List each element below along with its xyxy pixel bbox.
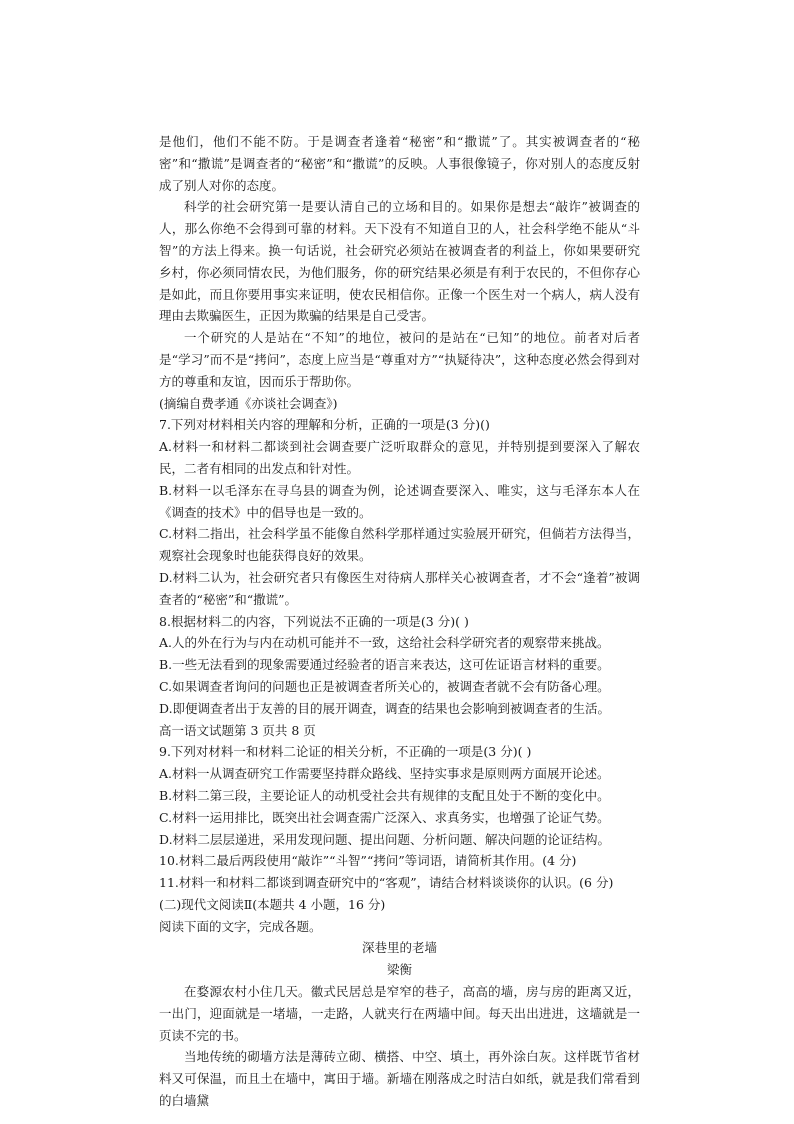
question-8-option-d: D.即便调查者出于友善的目的展开调查，调查的结果也会影响到被调查者的生活。 [159,700,611,716]
question-10: 10.材料二最后两段使用“敲诈”“斗智”“拷问”等词语，请简析其作用。(4 分) [159,853,577,869]
question-8-option-b: B.一些无法看到的现象需要通过经验者的语言来表达，这可佐证语言材料的重要。 [159,657,610,673]
passage-paragraph-2: 科学的社会研究第一是要认清自己的立场和目的。如果你是想去“敲诈”被调查的人，那么你绝不会得到可靠的材料。天下没有不知道自卫的人，社会科学绝不能从“斗智”的方法上得来。换一句话说，社会研究必须站在被调查者的利益上，你如果要研究乡村，你必须同情农民，为他们服务，你的研究结果必须是有利于农民的，不但你存心是如此，而且你要用事实来证明，使农民相信你。正像一个医生对一个病人，病人没有理由去欺骗医生，正因为欺骗的结果是自己受害。 [159,199,640,324]
article-author: 梁衡 [386,962,412,978]
article-paragraph-1: 在婺源农村小住几天。徽式民居总是窄窄的巷子，高高的墙，房与房的距离又近，一出门，迎面就是一堵墙，一走路，人就夹行在两墙中间。每天出出进进，这墙就是一页读不完的书。 [159,984,640,1043]
question-9-option-d: D.材料二层层递进，采用发现问题、提出问题、分析问题、解决问题的论证结构。 [159,831,611,847]
passage-paragraph-3: 一个研究的人是站在“不知”的地位，被问的是站在“已知”的地位。前者对后者是“学习”而不是“拷问”，态度上应当是“尊重对方”“执疑待决”，这种态度必然会得到对方的尊重和友谊，因而乐于帮助你。 [159,330,640,389]
passage-source: (摘编自费孝通《亦谈社会调查》) [159,395,338,411]
question-8-option-c: C.如果调查者询问的问题也正是被调查者所关心的，被调查者就不会有防备心理。 [159,678,610,694]
question-7-option-a: A.材料一和材料二都谈到社会调查要广泛听取群众的意见，并特别提到要深入了解农民，二者有相同的出发点和针对性。 [159,439,640,476]
question-8-option-a: A.人的外在行为与内在动机可能并不一致，这给社会科学研究者的观察带来挑战。 [159,635,610,651]
section-2-instruction: 阅读下面的文字，完成各题。 [159,918,322,934]
article-title: 深巷里的老墙 [361,940,437,956]
question-9-option-a: A.材料一从调查研究工作需要坚持群众路线、坚持实事求是原则两方面展开论述。 [159,766,610,782]
question-7-stem: 7.下列对材料相关内容的理解和分析，正确的一项是(3 分)() [159,417,490,433]
article-paragraph-2: 当地传统的砌墙方法是薄砖立砌、横搭、中空、填土，再外涂白灰。这样既节省材料又可保温，而且土在墙中，寓田于墙。新墙在刚落成之时洁白如纸，就是我们常看到的白墙黛 [159,1049,640,1109]
passage-paragraph-1: 是他们，他们不能不防。于是调查者逢着“秘密”和“撒谎”了。其实被调查者的“秘密”和“撒谎”是调查者的“秘密”和“撒谎”的反映。人事很像镜子，你对别人的态度反射成了别人对你的态度。 [159,134,640,193]
question-9-stem: 9.下列对材料一和材料二论证的相关分析，不正确的一项是(3 分)( ) [159,744,532,760]
question-9-option-b: B.材料二第三段，主要论证人的动机受社会共有规律的支配且处于不断的变化中。 [159,787,610,803]
question-9-option-c: C.材料一运用排比，既突出社会调查需广泛深入、求真务实，也增强了论证气势。 [159,809,610,825]
question-7-option-b: B.材料一以毛泽东在寻乌县的调查为例，论述调查要深入、唯实，这与毛泽东本人在《调查的技术》中的倡导也是一致的。 [159,482,640,520]
question-11: 11.材料一和材料二都谈到调查研究中的“客观”，请结合材料谈谈你的认识。(6 分) [159,875,614,891]
question-7-option-d: D.材料二认为，社会研究者只有像医生对待病人那样关心被调查者，才不会“逢着”被调查者的“秘密”和“撒谎”。 [159,569,640,607]
question-8-stem: 8.根据材料二的内容，下列说法不正确的一项是(3 分)( ) [159,613,469,629]
page-footer: 高一语文试题第 3 页共 8 页 [159,722,316,738]
question-7-option-c: C.材料二指出，社会科学虽不能像自然科学那样通过实验展开研究，但倘若方法得当，观察社会现象时也能获得良好的效果。 [159,526,640,564]
section-2-heading: (二)现代文阅读Ⅱ(本题共 4 小题，16 分) [159,896,386,912]
